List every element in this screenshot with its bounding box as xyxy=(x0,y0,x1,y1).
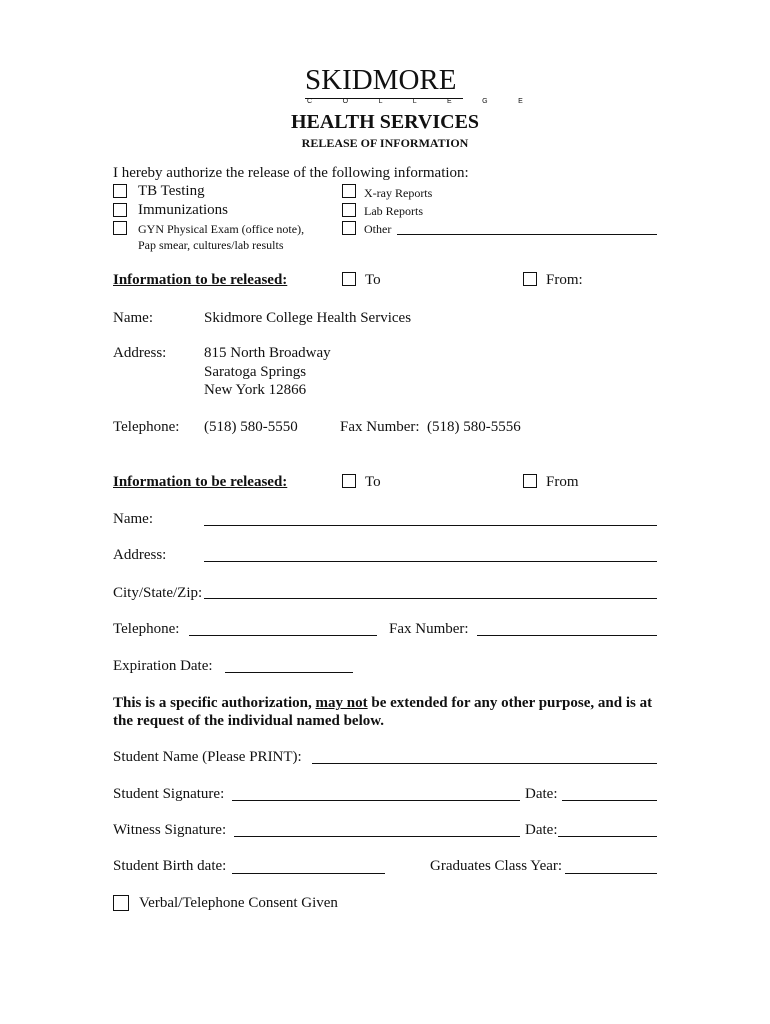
verbal-consent-checkbox[interactable] xyxy=(113,895,129,911)
notice-emphasis: may not xyxy=(315,695,368,711)
expiration-date-label: Expiration Date: xyxy=(113,658,213,674)
verbal-consent-label: Verbal/Telephone Consent Given xyxy=(139,895,338,911)
witness-date-field[interactable] xyxy=(558,836,657,837)
student-name-field[interactable] xyxy=(312,763,657,764)
logo-subtitle: C O L L E G E xyxy=(307,98,538,105)
xray-reports-checkbox[interactable] xyxy=(342,184,356,198)
lab-reports-checkbox[interactable] xyxy=(342,203,356,217)
section1-name-label: Name: xyxy=(113,310,153,326)
notice-part1: This is a specific authorization, xyxy=(113,695,316,711)
xray-reports-label: X-ray Reports xyxy=(364,186,433,200)
expiration-date-field[interactable] xyxy=(225,672,353,673)
student-signature-label: Student Signature: xyxy=(113,786,225,802)
section2-address-label: Address: xyxy=(113,547,167,563)
section1-to-checkbox[interactable] xyxy=(342,272,356,286)
section1-fax-value: (518) 580-5556 xyxy=(427,419,521,435)
authorize-text: I hereby authorize the release of the following information: xyxy=(113,165,469,181)
immunizations-label: Immunizations xyxy=(138,202,228,218)
tb-testing-label: TB Testing xyxy=(138,183,205,199)
birth-date-field[interactable] xyxy=(232,873,385,874)
section2-telephone-field[interactable] xyxy=(189,635,377,636)
section1-to-label: To xyxy=(365,272,381,288)
section2-heading: Information to be released: xyxy=(113,474,288,490)
logo-wordmark: SKIDMORE xyxy=(305,64,457,96)
other-label: Other xyxy=(364,222,392,236)
section1-address-label: Address: xyxy=(113,345,167,361)
section2-telephone-label: Telephone: xyxy=(113,621,180,637)
section1-fax-label: Fax Number: xyxy=(340,419,420,435)
lab-reports-label: Lab Reports xyxy=(364,204,423,218)
authorization-notice xyxy=(113,695,652,712)
section2-city-field[interactable] xyxy=(204,598,657,599)
section2-to-checkbox[interactable] xyxy=(342,474,356,488)
section2-from-checkbox[interactable] xyxy=(523,474,537,488)
section1-telephone-label: Telephone: xyxy=(113,419,180,435)
section2-address-field[interactable] xyxy=(204,561,657,562)
section2-to-label: To xyxy=(365,474,381,490)
other-input-line[interactable] xyxy=(397,234,657,235)
notice-part2: be extended for any other purpose, and is at xyxy=(367,695,653,711)
section1-heading: Information to be released: xyxy=(113,272,288,288)
section1-address-line3: New York 12866 xyxy=(204,382,307,398)
birth-date-label: Student Birth date: xyxy=(113,858,227,874)
authorization-notice-line2: the request of the individual named below. xyxy=(113,713,385,729)
section2-name-label: Name: xyxy=(113,511,153,527)
section2-fax-field[interactable] xyxy=(477,635,657,636)
gyn-exam-checkbox[interactable] xyxy=(113,221,127,235)
witness-signature-field[interactable] xyxy=(234,836,520,837)
class-year-label: Graduates Class Year: xyxy=(430,858,563,874)
witness-signature-label: Witness Signature: xyxy=(113,822,227,838)
section1-telephone-value: (518) 580-5550 xyxy=(204,419,298,435)
other-checkbox[interactable] xyxy=(342,221,356,235)
section1-from-checkbox[interactable] xyxy=(523,272,537,286)
section1-address-line2: Saratoga Springs xyxy=(204,364,307,380)
section1-from-label: From: xyxy=(546,272,583,288)
class-year-field[interactable] xyxy=(565,873,657,874)
section1-name-value: Skidmore College Health Services xyxy=(204,310,412,326)
section2-from-label: From xyxy=(546,474,579,490)
student-date-field[interactable] xyxy=(562,800,657,801)
immunizations-checkbox[interactable] xyxy=(113,203,127,217)
student-signature-field[interactable] xyxy=(232,800,520,801)
page-subtitle: RELEASE OF INFORMATION xyxy=(301,136,469,150)
section2-fax-label: Fax Number: xyxy=(389,621,469,637)
witness-date-label: Date: xyxy=(525,822,558,838)
student-name-label: Student Name (Please PRINT): xyxy=(113,749,302,765)
student-date-label: Date: xyxy=(525,786,558,802)
gyn-exam-label: GYN Physical Exam (office note), xyxy=(138,222,305,236)
tb-testing-checkbox[interactable] xyxy=(113,184,127,198)
section1-address-line1: 815 North Broadway xyxy=(204,345,331,361)
section2-name-field[interactable] xyxy=(204,525,657,526)
gyn-exam-label-line2: Pap smear, cultures/lab results xyxy=(138,238,284,252)
page-title: HEALTH SERVICES xyxy=(290,111,480,133)
section2-city-label: City/State/Zip: xyxy=(113,585,203,601)
